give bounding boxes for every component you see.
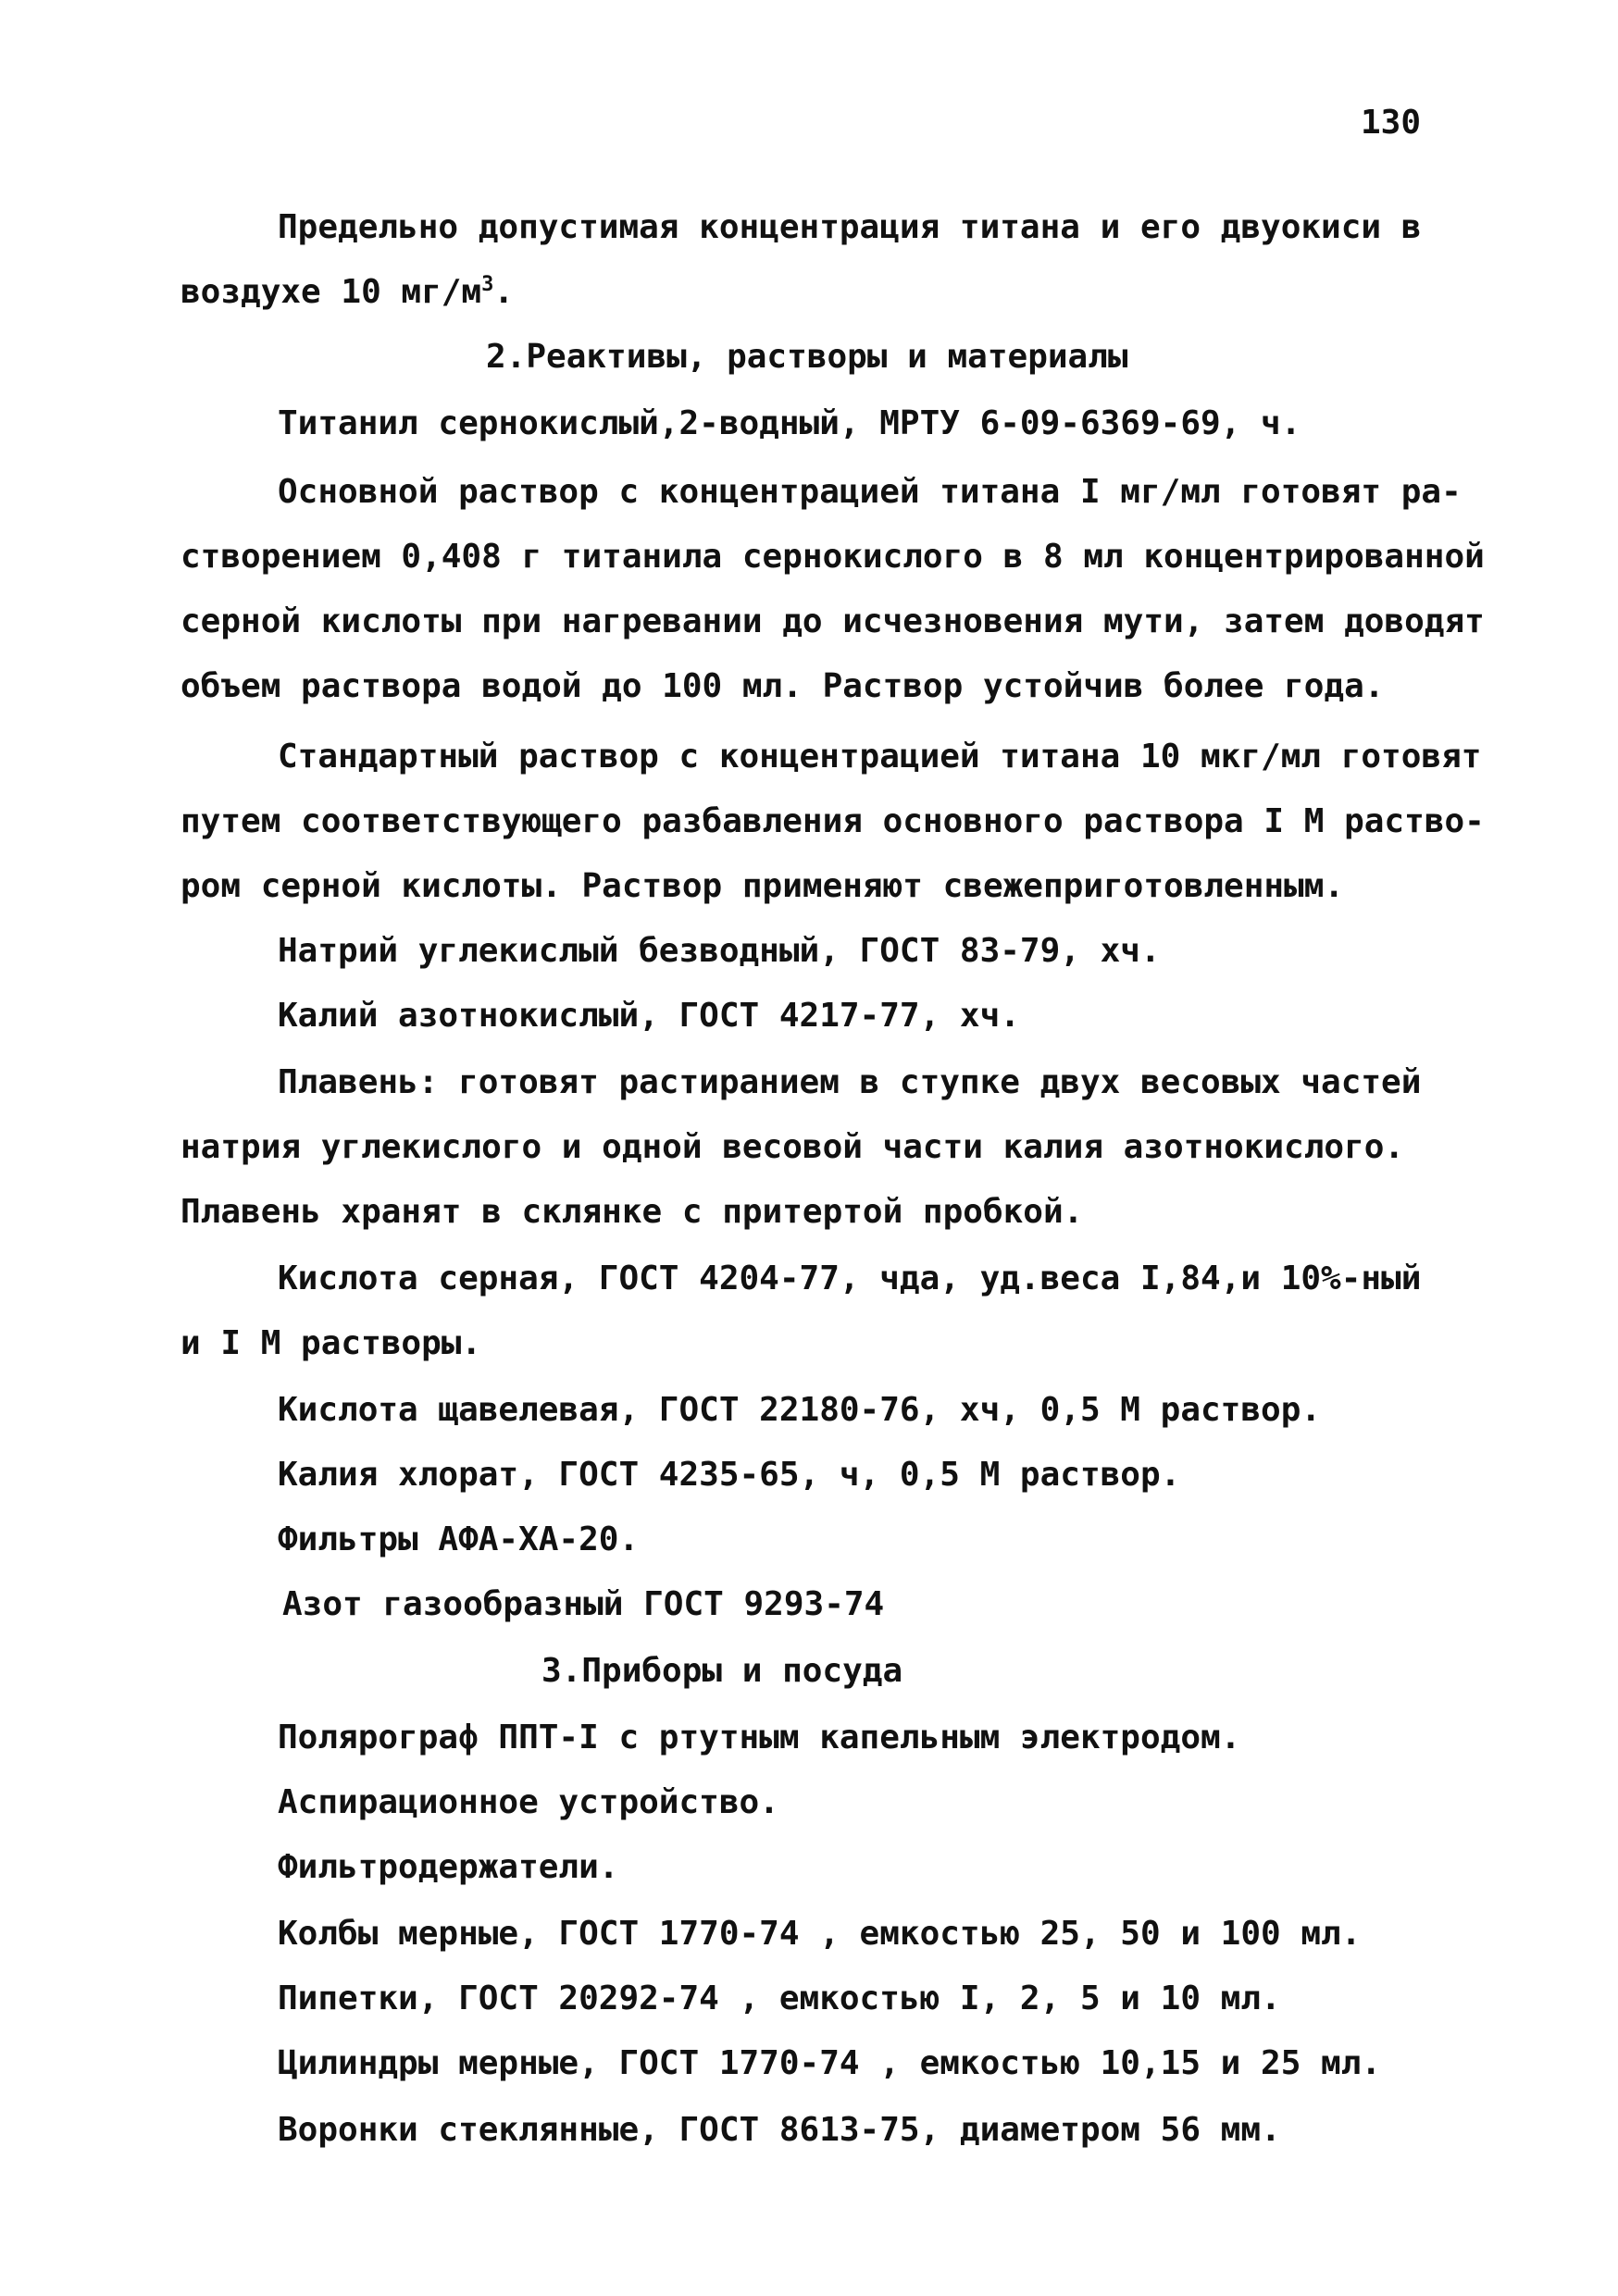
text-line: Кислота щавелевая, ГОСТ 22180-76, хч, 0,5 М раствор. bbox=[278, 1391, 1322, 1429]
text-line: воздухе 10 $мг/м^3$. bbox=[180, 273, 515, 311]
text-line: Плавень: готовят растиранием в ступке двух весовых частей bbox=[278, 1063, 1422, 1101]
text-line: объем раствора водой до 100 мл. Раствор устойчив более года. bbox=[180, 667, 1385, 705]
text-line: Стандартный раствор с концентрацией титана 10 мкг/мл готовят bbox=[278, 738, 1482, 776]
text-line: Цилиндры мерные, ГОСТ 1770-74 , емкостью 10,15 и 25 мл. bbox=[278, 2044, 1382, 2082]
section-heading-instruments: 3.Приборы и посуда bbox=[541, 1652, 903, 1690]
text-line: Колбы мерные, ГОСТ 1770-74 , емкостью 25, 50 и 100 мл. bbox=[278, 1915, 1362, 1953]
text-line: путем соответствующего разбавления основного раствора I М раство- bbox=[180, 802, 1485, 840]
text-line: натрия углекислого и одной весовой части калия азотнокислого. bbox=[180, 1128, 1405, 1166]
text-line: Титанил сернокислый,2-водный, МРТУ 6-09-6369-69, ч. bbox=[278, 404, 1301, 442]
text-line: Калия хлорат, ГОСТ 4235-65, ч, 0,5 М раствор. bbox=[278, 1456, 1181, 1494]
text-line: серной кислоты при нагревании до исчезновения мути, затем доводят bbox=[180, 602, 1485, 640]
text-line: и I М растворы. bbox=[180, 1324, 482, 1362]
text-line: Фильтродержатели. bbox=[278, 1848, 619, 1886]
text-line: Натрий углекислый безводный, ГОСТ 83-79, хч. bbox=[278, 932, 1161, 970]
text-line: Азот газообразный ГОСТ 9293-74 bbox=[282, 1585, 885, 1623]
text-line: Полярограф ППТ-I с ртутным капельным электродом. bbox=[278, 1719, 1241, 1756]
text-line: створением 0,408 г титанила сернокислого в 8 мл концентрированной bbox=[180, 538, 1485, 576]
text-line: Кислота серная, ГОСТ 4204-77, чда, уд.веса I,84,и 10%-ный bbox=[278, 1260, 1422, 1297]
text-line: Калий азотнокислый, ГОСТ 4217-77, хч. bbox=[278, 997, 1020, 1035]
text-line: Плавень хранят в склянке с притертой пробкой. bbox=[180, 1193, 1084, 1231]
text-line: Воронки стеклянные, ГОСТ 8613-75, диаметром 56 мм. bbox=[278, 2111, 1281, 2149]
text-line: Аспирационное устройство. bbox=[278, 1783, 779, 1821]
text-line: Предельно допустимая концентрация титана и его двуокиси в bbox=[278, 208, 1422, 246]
text-line: Пипетки, ГОСТ 20292-74 , емкостью I, 2, 5 и 10 мл. bbox=[278, 1980, 1281, 2017]
text-line: Фильтры АФА-ХА-20. bbox=[278, 1520, 640, 1558]
page-number: 130 bbox=[1361, 104, 1422, 142]
text-line: ром серной кислоты. Раствор применяют свежеприготовленным. bbox=[180, 867, 1345, 905]
text-line: Основной раствор с концентрацией титана I мг/мл готовят ра- bbox=[278, 473, 1462, 511]
section-heading-reagents: 2.Реактивы, растворы и материалы bbox=[486, 338, 1128, 376]
